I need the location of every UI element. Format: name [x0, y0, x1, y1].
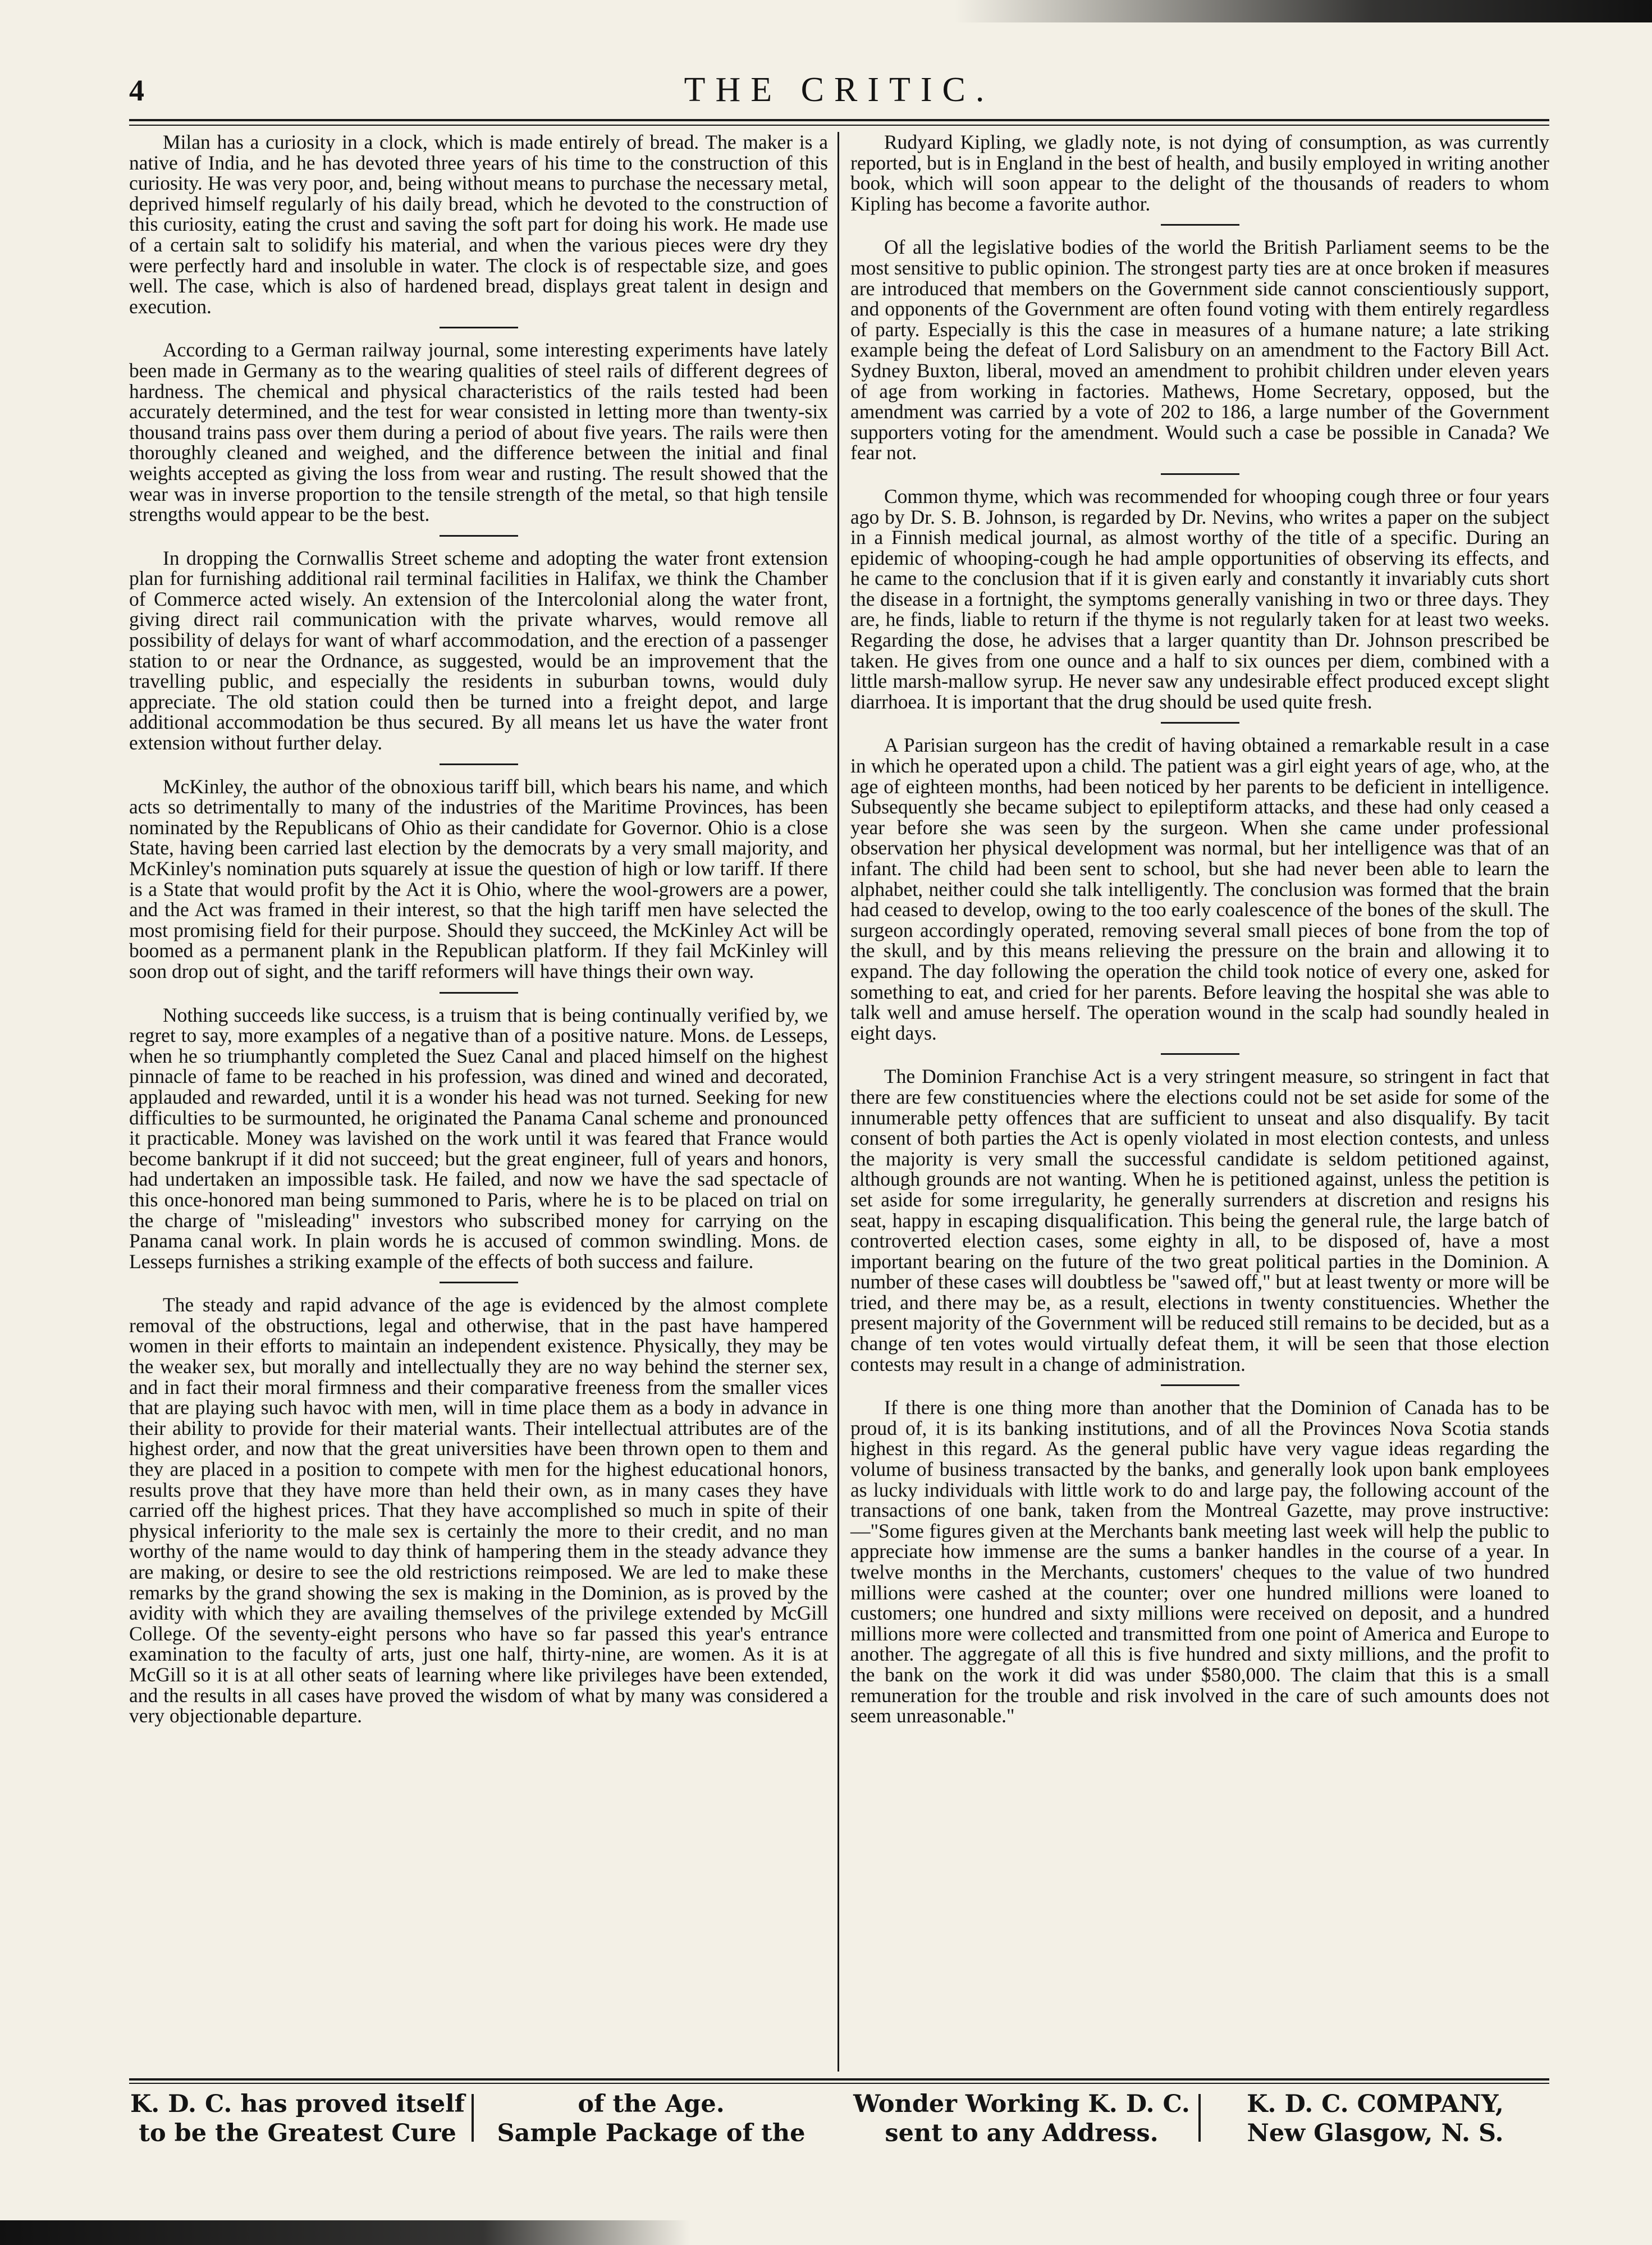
- ad-line: K. D. C. has proved itself: [130, 2090, 465, 2118]
- article-franchise-act: The Dominion Franchise Act is a very stringent measure, so stringent in fact that there are few constituencies where the elections could not be set aside for some of the innumerable petty offences that are sufficient to unseat and also disqualify. By tacit consent of both parties the Act is openly violated in most election contests, and unless the majority is very small the successful candidate is seldom petitioned against, although grounds are not wanting. When he is petitioned against, unless the petition is set aside for some irregularity, he generally surrenders at discretion and resigns his seat, happy in escaping disqualification. This being the general rule, the large batch of controverted election cases, some eighty in all, to be disposed of, have a most important bearing on the future of the two great political parties in the Dominion. A number of these cases will doubtless be "sawed off," but at least twenty or more will be tried, and there may be, as a result, elections in twenty constituencies. Whether the present majority of the Government will be reduced still remains to be decided, but as a change of ten votes would virtually defeat them, it will be seen that those election contests may result in a change of administration.: [850, 1065, 1549, 1375]
- masthead-rule: [129, 119, 1549, 126]
- advertisement-kdc-3: [850, 2089, 1193, 2151]
- article-steel-rails: According to a German railway journal, some interesting experiments have lately been made in Germany as to the wearing qualities of steel rails of different degrees of hardness. The chemical and physical characteristics of the rails tested had been accurately determined, and the test for wear consisted in letting more than twenty-six thousand trains pass over them during a period of about five years. The rails were then thoroughly cleaned and weighed, and the difference between the initial and final weights accepted as giving the loss from wear and rusting. The result showed that the wear was in inverse proportion to the tensile strength of the metal, so that high tensile strengths would appear to be the best.: [129, 339, 828, 526]
- page-number: 4: [129, 74, 144, 107]
- article-water-front: In dropping the Cornwallis Street scheme and adopting the water front extension plan for furnishing additional rail terminal facilities in Halifax, we think the Chamber of Commerce acted wisely. An extension of the Intercolonial along the water front, giving direct rail communication with the private wharves, would remove all possibility of delays for want of wharf accommodation, and the erection of a passenger station to or near the Ordnance, as suggested, would be an improvement that the travelling public, and especially the residents in suburban towns, would duly appreciate. The old station could then be turned into a freight depot, and large additional accommodation be thus secured. By all means let us have the water front extension without further delay.: [129, 546, 828, 755]
- article-separator: [440, 1282, 518, 1283]
- article-women-advance: The steady and rapid advance of the age is evidenced by the almost complete removal of the obstructions, legal and otherwise, that in the past have hampered women in their efforts to maintain an independent existence. Physically, they may be the weaker sex, but morally and intellectually they are no way behind the sterner sex, and in fact their moral firmness and their comparative freeness from the smaller vices that are playing such havoc with men, will in time place them as a body in advance in their ability to provide for their material wants. Their intellectual attributes are of the highest order, and now that the great universities have been thrown open to them and they are placed in a position to compete with men for the highest educational honors, results prove that they have more than held their own, as in many cases they have carried off the highest prices. That they have accomplished so much in spite of their physical inferiority to the male sex is certainly the more to their credit, and no man worthy of the name would to day think of hampering them in the steady advance they are making, or desire to see the old restrictions reimposed. We are led to make these remarks by the grand showing the sex is making in the Dominion, as is proved by the avidity with which they are availing themselves of the privilege extended by McGill College. Of the seventy-eight persons who have so far passed this year's entrance examination to the faculty of arts, just one half, thirty-nine, are women. As it is at McGill so it is at all other seats of learning where like privileges have been extended, and the results in all cases have proved the wisdom of what by many was considered a very objectionable departure.: [129, 1293, 828, 1727]
- ad-line: New Glasgow, N. S.: [1247, 2119, 1504, 2147]
- ad-line: Sample Package of the: [497, 2119, 806, 2147]
- article-kipling: Rudyard Kipling, we gladly note, is not dying of consumption, as was currently reported, but is in England in the best of health, and busily employed in writing another book, which will soon appear to the delight of the thousands of readers to whom Kipling has become a favorite author.: [850, 131, 1549, 215]
- article-banking: If there is one thing more than another that the Dominion of Canada has to be proud of, it is its banking institutions, and of all the Provinces Nova Scotia stands highest in this regard. As the general public have very vague ideas regarding the volume of business transacted by the banks, and generally look upon bank employees as lucky individuals with little work to do and large pay, the following account of the transactions of one bank, taken from the Montreal Gazette, may prove instructive:—"Some figures given at the Merchants bank meeting last week will help the public to appreciate how immense are the sums a banker handles in the course of a year. In twelve months in the Merchants, customers' cheques to the value of two hundred millions were cashed at the counter; over one hundred millions were loaned to customers; one hundred and sixty millions were received on deposit, and a hundred millions more were collected and transmitted from one point of America and Europe to another. The aggregate of all this is five hundred and sixty millions, and the profit to the bank on the work it did was under $580,000. The claim that this is a small remuneration for the trouble and risk involved in the care of such amounts does not seem unreasonable.": [850, 1396, 1549, 1727]
- ad-line: sent to any Address.: [885, 2119, 1159, 2147]
- article-separator: [440, 763, 518, 765]
- ad-line: to be the Greatest Cure: [139, 2119, 456, 2147]
- scan-edge-mark: [954, 0, 1652, 22]
- article-separator: [1161, 1053, 1239, 1055]
- article-separator: [440, 535, 518, 537]
- article-separator: [1161, 224, 1239, 226]
- advertisement-kdc-4: [1207, 2089, 1544, 2151]
- article-mckinley: McKinley, the author of the obnoxious tariff bill, which bears his name, and which acts so detrimentally to many of the industries of the Maritime Provinces, has been nominated by the Republicans of Ohio as their candidate for Governor. Ohio is a close State, having been carried last election by the democrats by a very small majority, and McKinley's nomination puts squarely at issue the question of high or low tariff. If there is a State that would profit by the Act it is Ohio, where the wool-growers are a power, and the Act was framed in their interest, so that the high tariff men have selected the most promising field for their purpose. Should they succeed, the McKinley Act will be boomed as a permanent plank in the Republican platform. If they fail McKinley will soon drop out of sight, and the tariff reformers will have things their own way.: [129, 775, 828, 982]
- article-parisian-surgeon: A Parisian surgeon has the credit of having obtained a remarkable result in a case in which he operated upon a child. The patient was a girl eight years of age, who, at the age of eighteen months, had been noticed by her parents to be deficient in intelligence. Subsequently she became subject to epileptiform attacks, and these had only ceased a year before she was seen by the surgeon. When she came under professional observation her physical development was normal, but her intelligence was that of an infant. The child had been sent to school, but she had never been able to learn the alphabet, neither could she talk intelligently. The conclusion was formed that the brain had ceased to develop, owing to the too early coalescence of the bones of the skull. The surgeon accordingly operated, removing several small pieces of bone from the top of the skull, and by this means relieving the pressure on the brain and allowing it to expand. The day following the operation the child took notice of every one, asked for something to eat, and cried for her parents. Before leaving the hospital she was able to talk well and amuse herself. The operation wound in the scalp had soundly healed in eight days.: [850, 734, 1549, 1044]
- ad-line: Wonder Working K. D. C.: [853, 2090, 1190, 2118]
- article-separator: [1161, 473, 1239, 475]
- article-british-parliament: Of all the legislative bodies of the world the British Parliament seems to be the most sensitive to public opinion. The strongest party ties are at once broken if measures are introduced that members on the Government side cannot conscientiously support, and opponents of the Government are often found voting with them entirely regardless of party. Especially is this the case in measures of a humane nature; a late striking example being the defeat of Lord Salisbury on an amendment to the Factory Bill Act. Sydney Buxton, liberal, moved an amendment to prohibit children under eleven years of age from working in factories. Mathews, Home Secretary, opposed, but the amendment was carried by a vote of 202 to 186, a large number of the Government supporters voting for the amendment. Would such a case be possible in Canada? We fear not.: [850, 236, 1549, 464]
- left-column: [129, 132, 828, 1726]
- scan-edge-mark: [0, 2220, 690, 2245]
- ad-line: of the Age.: [578, 2090, 725, 2118]
- article-separator: [1161, 722, 1239, 724]
- article-separator: [440, 992, 518, 994]
- article-separator: [440, 327, 518, 328]
- ad-line: K. D. C. COMPANY,: [1247, 2090, 1504, 2118]
- newspaper-title: THE CRITIC.: [684, 71, 995, 109]
- ad-divider: [472, 2094, 474, 2142]
- advertisement-kdc-2: [477, 2089, 825, 2151]
- ad-divider: [1198, 2094, 1201, 2142]
- article-thyme: Common thyme, which was recommended for whooping cough three or four years ago by Dr. S. B. Johnson, is regarded by Dr. Nevins, who writes a paper on the subject in a Finnish medical journal, as almost worthy of the title of a specific. During an epidemic of whooping-cough he had ample opportunities of observing its effects, and he came to the conclusion that if it is given early and constantly it invariably cuts short the disease in a fortnight, the symptoms generally vanishing in two or three days. They are, he finds, liable to return if the thyme is not regularly taken for at least two weeks. Regarding the dose, he advises that a larger quantity than Dr. Johnson prescribed be taken. He gives from one ounce and a half to six ounces per diem, combined with a little marsh-mallow syrup. He never saw any undesirable effect produced except slight diarrhoea. It is important that the drug should be used quite fresh.: [850, 484, 1549, 713]
- article-bread-clock: Milan has a curiosity in a clock, which is made entirely of bread. The maker is a native of India, and he has devoted three years of his time to the construction of this curiosity. He was very poor, and, being without means to purchase the necessary metal, deprived himself regularly of his daily bread, which he devoted to the construction of this curiosity, eating the crust and saving the soft part for doing his work. He made use of a certain salt to solidify his material, and when the various pieces were dry they were perfectly hard and insoluble in water. The clock is of respectable size, and goes well. The case, which is also of hardened bread, displays great talent in design and execution.: [129, 131, 828, 318]
- advertisement-rule: [129, 2078, 1549, 2084]
- article-separator: [1161, 1384, 1239, 1386]
- article-de-lesseps: Nothing succeeds like success, is a truism that is being continually verified by, we regret to say, more examples of a negative than of a positive nature. Mons. de Lesseps, when he so triumphantly completed the Suez Canal and placed himself on the highest pinnacle of fame to be reached in his profession, was dined and wined and decorated, applauded and rewarded, until it is a wonder his head was not turned. Seeking for new difficulties to be surmounted, he originated the Panama Canal scheme and pronounced it practicable. Money was lavished on the work until it was feared that France would become bankrupt if it did not succeed; but the great engineer, full of years and honors, had undertaken an impossible task. He failed, and now we have the sad spectacle of this once-honored man being summoned to Paris, where he is to be placed on trial on the charge of "misleading" investors who subscribed money for carrying on the Panama canal work. In plain words he is accused of common swindling. Mons. de Lesseps furnishes a striking example of the effects of both success and failure.: [129, 1003, 828, 1273]
- column-divider: [838, 132, 839, 2072]
- advertisement-kdc-1: [129, 2089, 466, 2151]
- right-column: [850, 132, 1549, 1726]
